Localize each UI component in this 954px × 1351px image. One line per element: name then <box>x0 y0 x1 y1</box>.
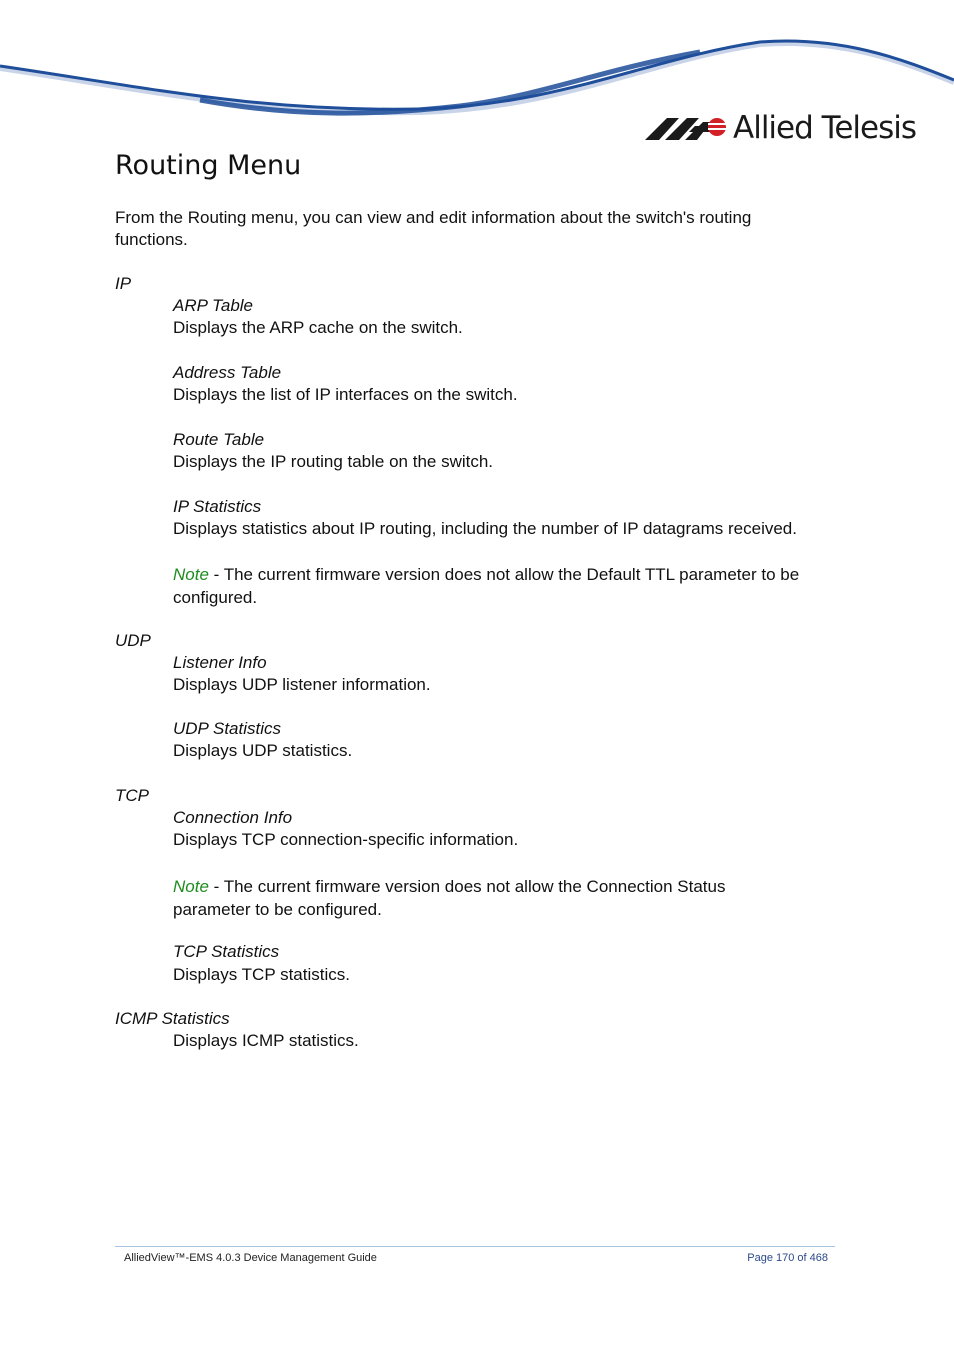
item-desc-route-table: Displays the IP routing table on the switch. <box>173 452 494 471</box>
item-title-route-table: Route Table <box>173 430 265 449</box>
section-heading-udp: UDP <box>115 631 151 650</box>
item-desc-udp-statistics: Displays UDP statistics. <box>173 741 353 760</box>
item-title-arp-table: ARP Table <box>173 296 254 315</box>
section-heading-tcp: TCP <box>115 786 149 805</box>
item-title-connection-info: Connection Info <box>173 808 293 827</box>
item-title-listener-info: Listener Info <box>173 653 267 672</box>
footer-page-number: Page 170 of 468 <box>747 1252 828 1264</box>
item-desc-ip-statistics: Displays statistics about IP routing, including the number of IP datagrams received. <box>173 519 797 538</box>
note-text: - The current firmware version does not allow the Connection Status parameter to be configured. <box>173 877 726 919</box>
item-desc-tcp-statistics: Displays TCP statistics. <box>173 965 350 984</box>
item-desc-arp-table: Displays the ARP cache on the switch. <box>173 318 463 337</box>
footer-document-title: AlliedView™-EMS 4.0.3 Device Management Guide <box>124 1252 377 1264</box>
logo-text: Allied Telesis <box>733 110 916 146</box>
intro-paragraph: From the Routing menu, you can view and edit information about the switch's routing functions. <box>115 208 752 249</box>
item-title-ip-statistics: IP Statistics <box>173 497 262 516</box>
note-text: - The current firmware version does not allow the Default TTL parameter to be configured. <box>173 565 800 607</box>
section-heading-icmp-statistics: ICMP Statistics <box>115 1009 230 1028</box>
note-label: Note <box>173 565 209 584</box>
footer-divider <box>115 1246 835 1247</box>
item-desc-address-table: Displays the list of IP interfaces on the switch. <box>173 385 518 404</box>
item-title-tcp-statistics: TCP Statistics <box>173 942 280 961</box>
item-desc-listener-info: Displays UDP listener information. <box>173 675 431 694</box>
section-heading-ip: IP <box>115 274 132 293</box>
item-title-address-table: Address Table <box>173 363 282 382</box>
note-connection-status <box>173 875 773 921</box>
item-desc-connection-info: Displays TCP connection-specific information. <box>173 830 519 849</box>
note-label: Note <box>173 877 209 896</box>
item-title-udp-statistics: UDP Statistics <box>173 719 282 738</box>
item-desc-icmp-statistics: Displays ICMP statistics. <box>173 1031 359 1050</box>
page-title: Routing Menu <box>115 150 302 181</box>
note-default-ttl <box>173 563 833 609</box>
